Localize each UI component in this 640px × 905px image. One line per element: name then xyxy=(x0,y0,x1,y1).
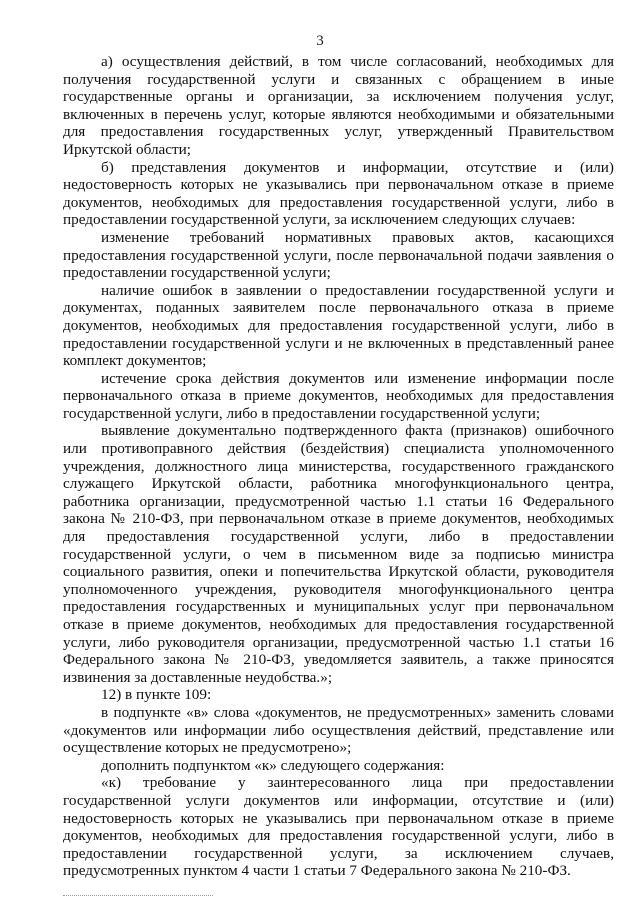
paragraph-exception-2: наличие ошибок в заявлении о предоставлении государственной услуги и документах, поданных заявителем после первоначального отказа в приеме документов, необходимых для предоставления государственной услуги, либо в предоставлении государственной услуги и не включенных в представленный ранее комплект документов; xyxy=(63,281,614,370)
paragraph-b: б) представления документов и информации, отсутствие и (или) недостоверность которых не указывались при первоначальном отказе в приеме документов, необходимых для предоставления государственной услуги, либо в предоставлении государственной услуги, за исключением следующих случаев: xyxy=(63,158,614,229)
paragraph-item-12: 12) в пункте 109: xyxy=(101,686,212,704)
document-body xyxy=(63,53,614,880)
page-number: 3 xyxy=(316,33,324,49)
paragraph-subitem-v: в подпункте «в» слова «документов, не предусмотренных» заменить словами «документов или информации либо осуществления действий, представление или осуществление которых не предусмотрено»; xyxy=(63,703,614,757)
paragraph-subitem-k: «к) требование у заинтересованного лица при предоставлении государственной услуги документов или информации, отсутствие и (или) недостоверность которых не указывались при первоначальном отказе в приеме документов, необходимых для предоставления государственной услуги, либо в предоставлении государственной услуги, за исключением случаев, предусмотренных пунктом 4 части 1 статьи 7 Федерального закона № 210-ФЗ. xyxy=(63,774,614,880)
paragraph-add-subitem-k: дополнить подпунктом «к» следующего содержания: xyxy=(101,756,445,774)
paragraph-exception-1: изменение требований нормативных правовых актов, касающихся предоставления государственной услуги, после первоначальной подачи заявления о предоставлении государственной услуги; xyxy=(63,228,614,282)
paragraph-exception-3: истечение срока действия документов или изменение информации после первоначального отказа в приеме документов, необходимых для предоставления государственной услуги, либо в предоставлении государственной услуги; xyxy=(63,369,614,422)
paragraph-exception-4: выявление документально подтвержденного факта (признаков) ошибочного или противоправного действия (бездействия) специалиста уполномоченного учреждения, должностного лица министерства, государственного гражданского служащего Иркутской области, работника многофункционального центра, работника организации, предусмотренной частью 1.1 статьи 16 Федерального закона № 210-ФЗ, при первоначальном отказе в приеме документов, необходимых для предоставления государственной услуги, либо в предоставлении государственной услуги, о чем в письменном виде за подписью министра социального развития, опеки и попечительства Иркутской области, руководителя уполномоченного учреждения, руководителя многофункционального центра предоставления государственных и муниципальных услуг при первоначальном отказе в приеме документов, необходимых для предоставления государственной услуги, либо руководителя организации, предусмотренной частью 1.1 статьи 16 Федерального закона № 210-ФЗ, уведомляется заявитель, а также приносятся извинения за доставленные неудобства.»; xyxy=(63,422,614,686)
paragraph-a: а) осуществления действий, в том числе согласований, необходимых для получения государственной услуги и связанных с обращением в иные государственные органы и организации, за исключением получения услуг, включенных в перечень услуг, которые являются необходимыми и обязательными для предоставления государственных услуг, утвержденный Правительством Иркутской области; xyxy=(63,53,614,158)
footer-rule xyxy=(63,895,213,897)
